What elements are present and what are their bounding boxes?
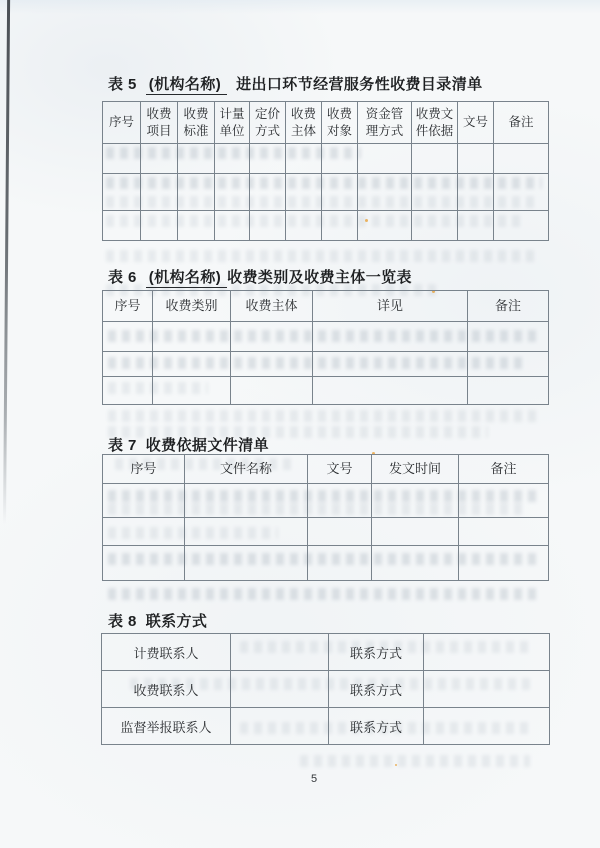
contact-method-label: 联系方式 [329, 708, 424, 745]
table5-header-cell: 收费主体 [286, 102, 322, 144]
contact-role-label: 收费联系人 [102, 671, 231, 708]
empty-cell [458, 174, 494, 211]
empty-cell [103, 322, 153, 352]
empty-cell [313, 377, 468, 405]
table6-header-cell: 序号 [103, 291, 153, 322]
table8-title-text: 联系方式 [145, 613, 208, 630]
empty-cell [153, 352, 231, 377]
table-row [103, 144, 549, 174]
empty-cell [412, 144, 458, 174]
empty-cell [141, 174, 178, 211]
empty-cell [250, 211, 286, 241]
table6-header-cell: 备注 [468, 291, 549, 322]
empty-cell [494, 144, 549, 174]
table7-header-cell: 文件名称 [185, 455, 308, 484]
table5-header-cell: 计量单位 [215, 102, 250, 144]
table5-fee-catalog [102, 101, 549, 241]
table7-header-cell: 备注 [459, 455, 549, 484]
empty-cell [103, 484, 185, 518]
empty-cell [372, 484, 459, 518]
empty-cell [103, 144, 141, 174]
table-row [103, 484, 549, 518]
empty-cell [103, 352, 153, 377]
empty-cell [372, 518, 459, 546]
table6-fee-categories [102, 290, 549, 405]
table-row [102, 634, 550, 671]
empty-cell [459, 518, 549, 546]
contact-method-cell [424, 708, 550, 745]
scan-edge-artifact [3, 0, 10, 524]
table7-header-cell: 文号 [308, 455, 372, 484]
table-row [103, 352, 549, 377]
table7-header-cell: 发文时间 [372, 455, 459, 484]
table-row [102, 671, 550, 708]
table5-title-prefix: 表 5 [108, 76, 137, 93]
bleedthrough-artifact [108, 410, 538, 422]
table5-header-row [103, 102, 549, 144]
empty-cell [103, 377, 153, 405]
empty-cell [468, 322, 549, 352]
empty-cell [286, 174, 322, 211]
contact-role-label: 计费联系人 [102, 634, 231, 671]
contact-role-label: 监督举报联系人 [102, 708, 231, 745]
empty-cell [412, 211, 458, 241]
table-row [103, 377, 549, 405]
empty-cell [494, 211, 549, 241]
table5-header-cell: 收费对象 [322, 102, 358, 144]
table7-header-cell: 序号 [103, 455, 185, 484]
table5-header-cell: 定价方式 [250, 102, 286, 144]
table5-header-cell: 资金管理方式 [358, 102, 412, 144]
empty-cell [322, 211, 358, 241]
contact-name-cell [231, 671, 329, 708]
contact-name-cell [231, 708, 329, 745]
empty-cell [103, 211, 141, 241]
contact-method-label: 联系方式 [329, 671, 424, 708]
empty-cell [358, 144, 412, 174]
empty-cell [372, 546, 459, 581]
empty-cell [308, 484, 372, 518]
empty-cell [231, 377, 313, 405]
empty-cell [458, 144, 494, 174]
empty-cell [494, 174, 549, 211]
empty-cell [250, 174, 286, 211]
empty-cell [153, 377, 231, 405]
table-row [103, 518, 549, 546]
empty-cell [358, 211, 412, 241]
empty-cell [215, 211, 250, 241]
table5-header-cell: 序号 [103, 102, 141, 144]
empty-cell [250, 144, 286, 174]
table6-header-cell: 收费主体 [231, 291, 313, 322]
empty-cell [308, 546, 372, 581]
empty-cell [313, 322, 468, 352]
empty-cell [178, 211, 215, 241]
scan-speck [395, 764, 397, 766]
empty-cell [185, 546, 308, 581]
table6-title-text: 收费类别及收费主体一览表 [227, 269, 412, 286]
page-number: 5 [311, 773, 318, 785]
empty-cell [103, 546, 185, 581]
empty-cell [215, 174, 250, 211]
table5-header-cell: 文号 [458, 102, 494, 144]
empty-cell [313, 352, 468, 377]
empty-cell [178, 144, 215, 174]
table6-title-prefix: 表 6 [108, 269, 137, 286]
table5-title-text: 进出口环节经营服务性收费目录清单 [236, 76, 483, 93]
empty-cell [468, 352, 549, 377]
table5-header-cell: 收费文件依据 [412, 102, 458, 144]
empty-cell [458, 211, 494, 241]
table5-header-cell: 收费项目 [141, 102, 178, 144]
empty-cell [141, 211, 178, 241]
table5-header-cell: 收费标准 [178, 102, 215, 144]
table7-basis-documents [102, 454, 549, 581]
table6-header-cell: 收费类别 [153, 291, 231, 322]
empty-cell [412, 174, 458, 211]
empty-cell [231, 352, 313, 377]
table6-header-row [103, 291, 549, 322]
table7-header-row [103, 455, 549, 484]
empty-cell [322, 174, 358, 211]
table5-title [108, 76, 483, 94]
empty-cell [358, 174, 412, 211]
contact-method-label: 联系方式 [329, 634, 424, 671]
table-row [103, 322, 549, 352]
bleedthrough-artifact [106, 250, 536, 262]
table7-title-text: 收费依据文件清单 [145, 437, 269, 454]
bleedthrough-artifact [300, 755, 530, 767]
table6-header-cell: 详见 [313, 291, 468, 322]
empty-cell [286, 144, 322, 174]
contact-method-cell [424, 671, 550, 708]
empty-cell [141, 144, 178, 174]
empty-cell [185, 518, 308, 546]
table-row [103, 174, 549, 211]
table8-title-prefix: 表 8 [108, 613, 137, 630]
contact-name-cell [231, 634, 329, 671]
empty-cell [178, 174, 215, 211]
empty-cell [231, 322, 313, 352]
empty-cell [215, 144, 250, 174]
bleedthrough-artifact [108, 588, 538, 600]
empty-cell [103, 174, 141, 211]
table-row [102, 708, 550, 745]
table7-title-prefix: 表 7 [108, 437, 137, 454]
table8-title [108, 613, 207, 631]
table-row [103, 546, 549, 581]
table7-title [108, 437, 269, 455]
empty-cell [286, 211, 322, 241]
empty-cell [459, 546, 549, 581]
table6-title-org-placeholder: (机构名称) [146, 269, 227, 288]
empty-cell [459, 484, 549, 518]
table5-header-cell: 备注 [494, 102, 549, 144]
table8-contacts [101, 633, 550, 745]
empty-cell [185, 484, 308, 518]
contact-method-cell [424, 634, 550, 671]
table-row [103, 211, 549, 241]
empty-cell [322, 144, 358, 174]
table5-title-org-placeholder: (机构名称) [146, 76, 227, 95]
empty-cell [308, 518, 372, 546]
empty-cell [103, 518, 185, 546]
empty-cell [153, 322, 231, 352]
table6-title [108, 269, 412, 287]
empty-cell [468, 377, 549, 405]
